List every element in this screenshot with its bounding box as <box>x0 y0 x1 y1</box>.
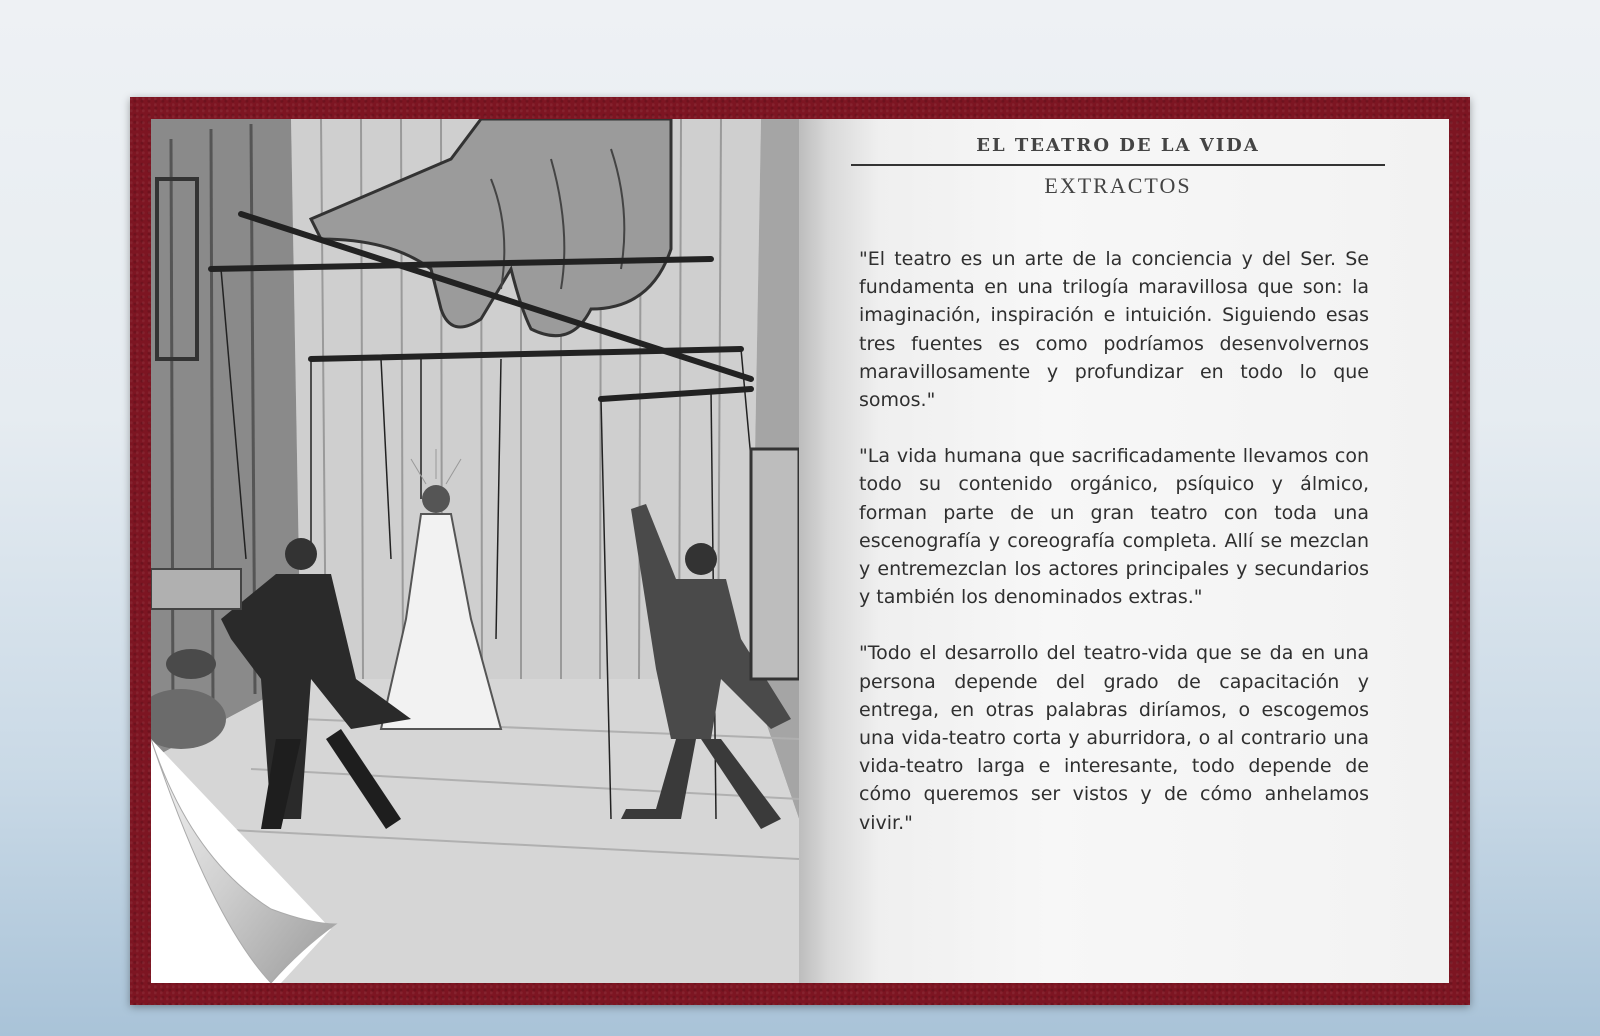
extract-paragraph: "Todo el desarrollo del teatro-vida que se da en una persona depende del grado de capacitación y entrega, en otras palabras diríamos, o escogemos una vida-teatro corta y aburridora, o al contrario una vida-teatro larga e interesante, todo depende de cómo queremos ser vistos y de cómo anhelamos vivir." <box>859 642 1369 834</box>
page-subtitle: EXTRACTOS <box>1044 173 1192 198</box>
right-page <box>799 119 1449 983</box>
book-frame <box>130 97 1470 1005</box>
page-title: EL TEATRO DE LA VIDA <box>976 135 1260 156</box>
page-curl-icon[interactable] <box>151 739 351 983</box>
extracts-text <box>859 245 1369 865</box>
extract-paragraph: "La vida humana que sacrificadamente llevamos con todo su contenido orgánico, psíquico y álmico, forman parte de un gran teatro con toda una escenografía y coreografía completa. Allí se mezclan y entremezclan los actores principales y secundarios y también los denominados extras." <box>859 445 1369 609</box>
title-divider <box>851 164 1385 166</box>
left-page <box>151 119 799 983</box>
extract-paragraph: "El teatro es un arte de la conciencia y del Ser. Se fundamenta en una trilogía maravillosa que son: la imaginación, inspiración e intuición. Siguiendo esas tres fuentes es como podríamos desenvolvernos maravillosamente y profundizar en todo lo que somos." <box>859 248 1369 412</box>
